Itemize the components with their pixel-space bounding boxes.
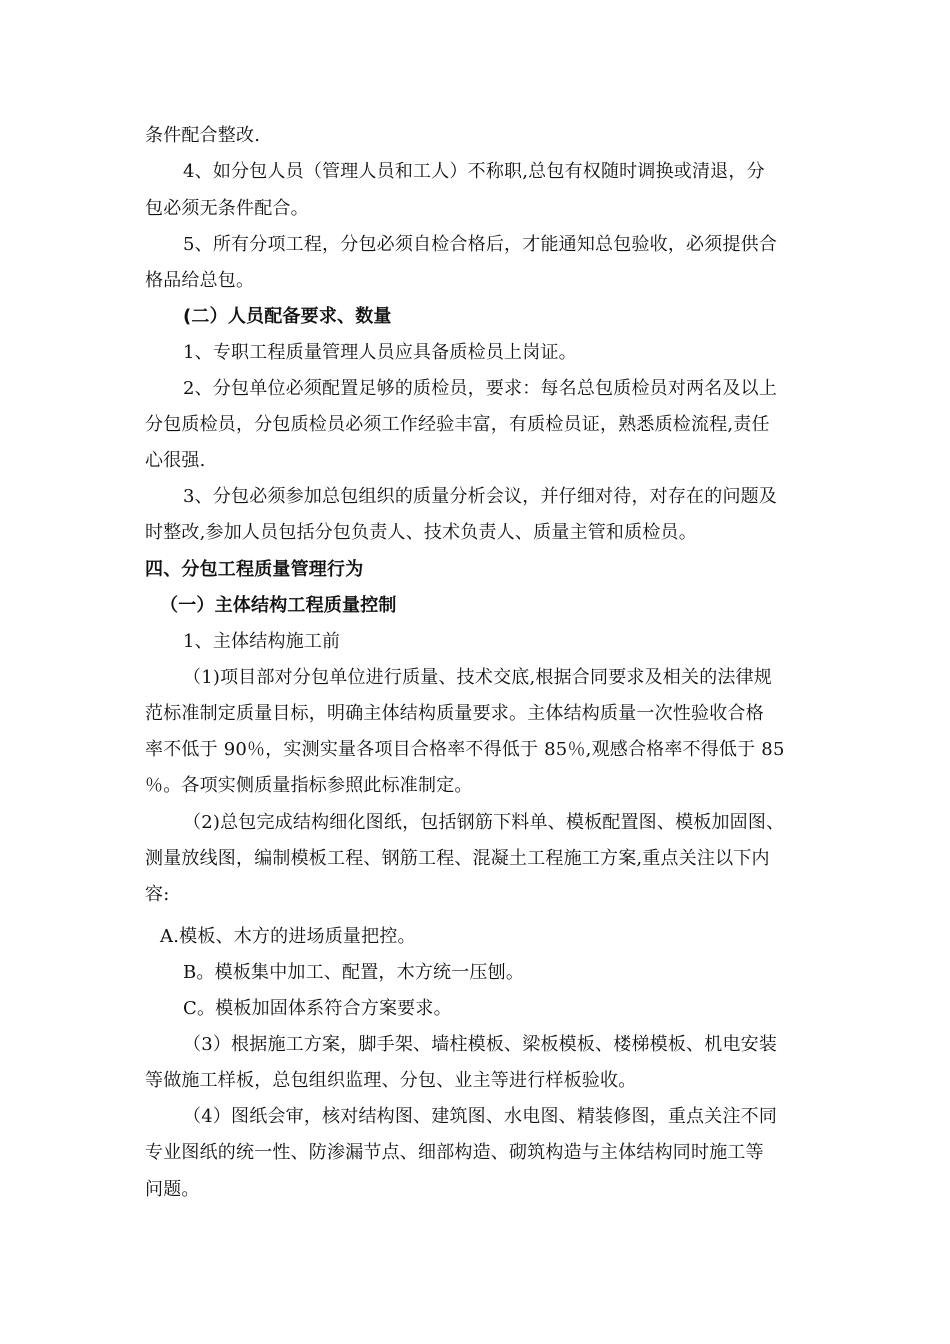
text-line: 专业图纸的统一性、防渗漏节点、细部构造、砌筑构造与主体结构同时施工等	[145, 1142, 764, 1163]
text-line: 测量放线图，编制模板工程、钢筋工程、混凝土工程施工方案,重点关注以下内	[145, 848, 770, 869]
text-line: 率不低于 90％，实测实量各项目合格率不得低于 85％,观感合格率不得低于 85	[145, 739, 785, 760]
text-line: 心很强.	[145, 450, 206, 471]
list-item: A.模板、木方的进场质量把控。	[160, 926, 416, 947]
section-heading: (二）人员配备要求、数量	[183, 306, 392, 327]
text-line: 4、如分包人员（管理人员和工人）不称职,总包有权随时调换或清退，分	[183, 161, 765, 182]
text-line: 5、所有分项工程，分包必须自检合格后，才能通知总包验收，必须提供合	[183, 234, 778, 255]
section-heading: （一）主体结构工程质量控制	[160, 595, 397, 616]
text-line: 容:	[145, 884, 170, 905]
text-line: 范标准制定质量目标，明确主体结构质量要求。主体结构质量一次性验收合格	[145, 703, 764, 724]
chapter-heading: 四、分包工程质量管理行为	[145, 559, 364, 580]
text-line: （3）根据施工方案，脚手架、墙柱模板、梁板模板、楼梯模板、机电安装	[183, 1034, 778, 1055]
text-line: 包必须无条件配合。	[145, 198, 309, 219]
text-line: 条件配合整改.	[145, 125, 261, 146]
text-line: （2)总包完成结构细化图纸，包括钢筋下料单、模板配置图、模板加固图、	[183, 812, 785, 833]
text-line: （1)项目部对分包单位进行质量、技术交底,根据合同要求及相关的法律规	[183, 667, 772, 688]
text-line: 等做施工样板，总包组织监理、分包、业主等进行样板验收。	[145, 1070, 637, 1091]
list-item: B。模板集中加工、配置，木方统一压刨。	[183, 962, 525, 983]
text-line: 1、专职工程质量管理人员应具备质检员上岗证。	[183, 342, 577, 363]
list-item: C。模板加固体系符合方案要求。	[183, 998, 452, 1019]
text-line: 格品给总包。	[145, 270, 255, 291]
text-line: 时整改,参加人员包括分包负责人、技术负责人、质量主管和质检员。	[145, 522, 697, 543]
text-line: 3、分包必须参加总包组织的质量分析会议，并仔细对待，对存在的问题及	[183, 486, 778, 507]
text-line: 分包质检员，分包质检员必须工作经验丰富，有质检员证，熟悉质检流程,责任	[145, 414, 770, 435]
text-line: （4）图纸会审，核对结构图、建筑图、水电图、精装修图，重点关注不同	[183, 1106, 778, 1127]
text-line: ％。各项实侧质量指标参照此标准制定。	[145, 775, 473, 796]
text-line: 2、分包单位必须配置足够的质检员，要求：每名总包质检员对两名及以上	[183, 378, 778, 399]
text-line: 1、主体结构施工前	[183, 631, 341, 652]
text-line: 问题。	[145, 1179, 200, 1200]
